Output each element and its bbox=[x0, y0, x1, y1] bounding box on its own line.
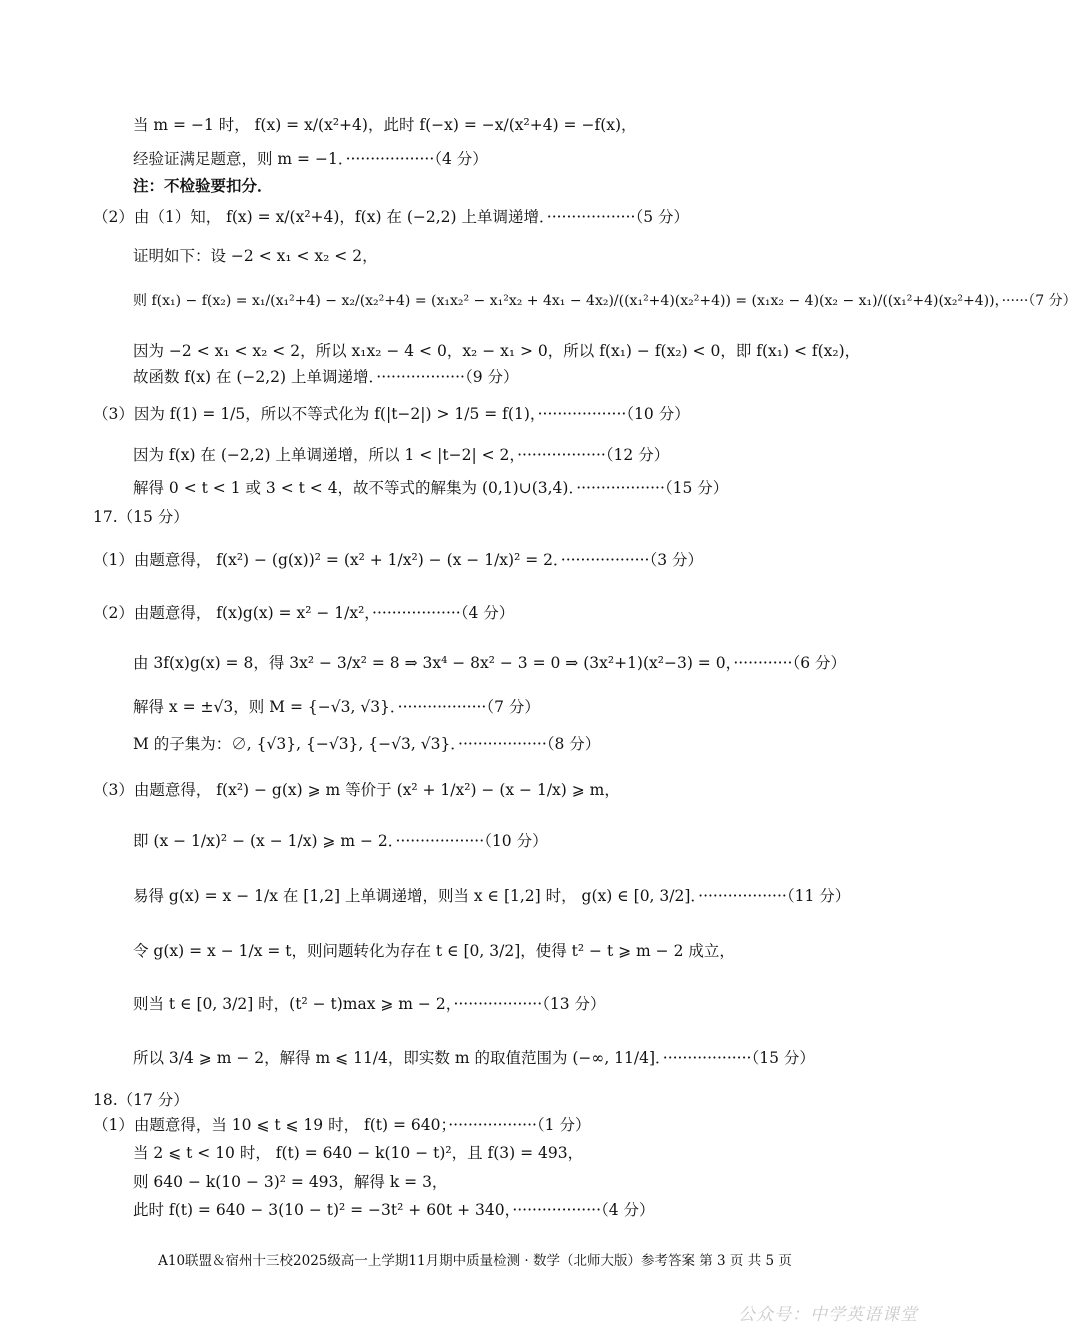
note-line: 注：不检验要扣分． bbox=[133, 176, 273, 195]
answer-line: 经验证满足题意，则 m = −1．··················（4 分） bbox=[133, 150, 488, 168]
answer-line: 则当 t ∈ [0, 3/2] 时，(t² − t)max ⩾ m − 2，··················（13 分） bbox=[133, 995, 606, 1013]
answer-line: 当 2 ⩽ t < 10 时， f(t) = 640 − k(10 − t)²，且 f(3) = 493， bbox=[133, 1144, 584, 1162]
answer-line: 令 g(x) = x − 1/x = t，则问题转化为存在 t ∈ [0, 3/2]，使得 t² − t ⩾ m − 2 成立， bbox=[133, 942, 735, 960]
answer-line: 证明如下：设 −2 < x₁ < x₂ < 2， bbox=[133, 247, 378, 265]
answer-line: （1）由题意得，当 10 ⩽ t ⩽ 19 时， f(t) = 640；··················（1 分） bbox=[93, 1116, 591, 1134]
watermark: 公众号：中学英语课堂 bbox=[738, 1305, 918, 1325]
answer-line: M 的子集为：∅, {√3}, {−√3}, {−√3, √3}．··················（8 分） bbox=[133, 735, 601, 753]
answer-line: （1）由题意得， f(x²) − (g(x))² = (x² + 1/x²) − (x − 1/x)² = 2．··················（3 分） bbox=[93, 551, 703, 569]
answer-line: （3）因为 f(1) = 1/5，所以不等式化为 f(|t−2|) > 1/5 = f(1)，··················（10 分） bbox=[93, 405, 690, 423]
answer-line: 则 640 − k(10 − 3)² = 493，解得 k = 3， bbox=[133, 1173, 448, 1191]
answer-line: 即 (x − 1/x)² − (x − 1/x) ⩾ m − 2．··················（10 分） bbox=[133, 832, 548, 850]
answer-line: （3）由题意得， f(x²) − g(x) ⩾ m 等价于 (x² + 1/x²) − (x − 1/x) ⩾ m， bbox=[93, 781, 620, 799]
answer-line: 故函数 f(x) 在 (−2,2) 上单调递增．··················（9 分） bbox=[133, 368, 519, 386]
answer-line: 所以 3/4 ⩾ m − 2，解得 m ⩽ 11/4，即实数 m 的取值范围为 (−∞, 11/4]．··················（15 分） bbox=[133, 1049, 815, 1067]
answer-line: 因为 f(x) 在 (−2,2) 上单调递增，所以 1 < |t−2| < 2，··················（12 分） bbox=[133, 446, 670, 464]
question-heading: 17.（15 分） bbox=[93, 508, 189, 526]
answer-line: 由 3f(x)g(x) = 8，得 3x² − 3/x² = 8 ⇒ 3x⁴ − 8x² − 3 = 0 ⇒ (3x²+1)(x²−3) = 0，············（6 分） bbox=[133, 654, 846, 672]
answer-line: 则 f(x₁) − f(x₂) = x₁/(x₁²+4) − x₂/(x₂²+4) = (x₁x₂² − x₁²x₂ + 4x₁ − 4x₂)/((x₁²+4)(x₂²+4)) = (x₁x₂ − 4)(x₂ − x₁)/((x₁²+4)(x₂²+4))，······（7 分） bbox=[133, 293, 1077, 309]
answer-line: 因为 −2 < x₁ < x₂ < 2，所以 x₁x₂ − 4 < 0，x₂ − x₁ > 0，所以 f(x₁) − f(x₂) < 0，即 f(x₁) < f(x₂)， bbox=[133, 342, 861, 360]
question-heading: 18.（17 分） bbox=[93, 1091, 189, 1109]
answer-line: （2）由（1）知， f(x) = x/(x²+4)，f(x) 在 (−2,2) 上单调递增．··················（5 分） bbox=[93, 208, 689, 226]
answer-line: 易得 g(x) = x − 1/x 在 [1,2] 上单调递增，则当 x ∈ [1,2] 时， g(x) ∈ [0, 3/2]．··················（11 分） bbox=[133, 887, 851, 905]
answer-line: 此时 f(t) = 640 − 3(10 − t)² = −3t² + 60t + 340，··················（4 分） bbox=[133, 1201, 655, 1219]
answer-line: 解得 0 < t < 1 或 3 < t < 4，故不等式的解集为 (0,1)∪(3,4)．··················（15 分） bbox=[133, 479, 729, 497]
page-footer: A10联盟＆宿州十三校2025级高一上学期11月期中质量检测 · 数学（北师大版）参考答案 第 3 页 共 5 页 bbox=[158, 1253, 792, 1269]
answer-line: 当 m = −1 时， f(x) = x/(x²+4)，此时 f(−x) = −x/(x²+4) = −f(x)， bbox=[133, 116, 637, 134]
answer-line: （2）由题意得， f(x)g(x) = x² − 1/x²，··················（4 分） bbox=[93, 604, 515, 622]
answer-line: 解得 x = ±√3，则 M = {−√3, √3}．··················（7 分） bbox=[133, 698, 540, 716]
